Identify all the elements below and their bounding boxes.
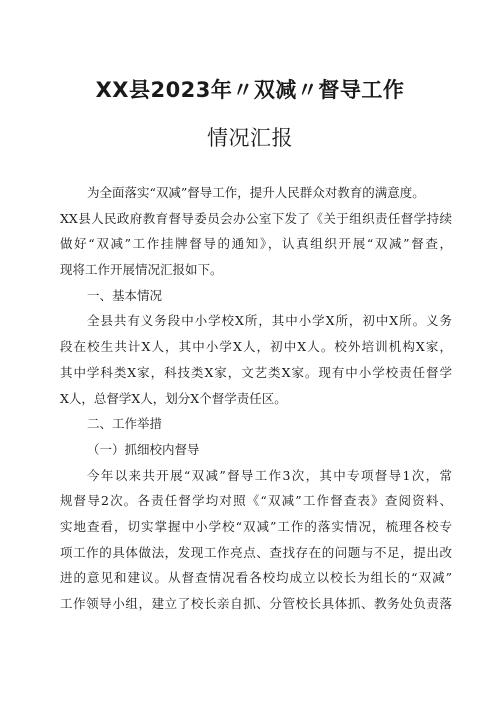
subsection-heading: （一）抓细校内督导 [87,441,200,457]
document-subtitle: 情况汇报 [207,126,293,150]
section-heading: 二、工作举措 [87,416,163,432]
paragraph-line: 其中学科类X家，科技类X家，文艺类X家。现有中小学校责任督学 [60,364,452,380]
paragraph-line: 项工作的具体做法，发现工作亮点、查找存在的问题与不足，提出改 [60,544,452,560]
document-title: XX县2023年〃双减〃督导工作 [95,78,405,102]
paragraph-line: XX县人民政府教育督导委员会办公室下发了《关于组织责任督学持续 [60,210,452,226]
paragraph-line: 做好“双减”工作挂牌督导的通知》，认真组织开展“双减”督查， [60,236,452,252]
paragraph-line: 现将工作开展情况汇报如下。 [60,262,223,278]
paragraph-line: 工作领导小组，建立了校长亲自抓、分管校长具体抓、教务处负责落 [60,596,452,611]
section-heading: 一、基本情况 [87,287,163,303]
paragraph-line: 进的意见和建议。从督查情况看各校均成立以校长为组长的“双减” [60,570,452,586]
paragraph-line: 为全面落实“双减”督导工作，提升人民群众对教育的满意度。 [87,185,425,200]
paragraph-line: 全县共有义务段中小学校X所，其中小学X所，初中X所。义务 [87,313,452,329]
document-body [60,180,452,617]
paragraph-line: 实地查看，切实掌握中小学校“双减”工作的落实情况，梳理各校专 [60,518,452,534]
paragraph-line: 今年以来共开展“双减”督导工作3次，其中专项督导1次，常 [87,467,452,483]
paragraph-line: 规督导2次。各责任督学均对照《“双减”工作督查表》查阅资料、 [60,493,452,509]
paragraph-line: X人，总督学X人，划分X个督学责任区。 [60,390,287,406]
paragraph-line: 段在校生共计X人，其中小学X人，初中X人。校外培训机构X家， [60,339,452,355]
